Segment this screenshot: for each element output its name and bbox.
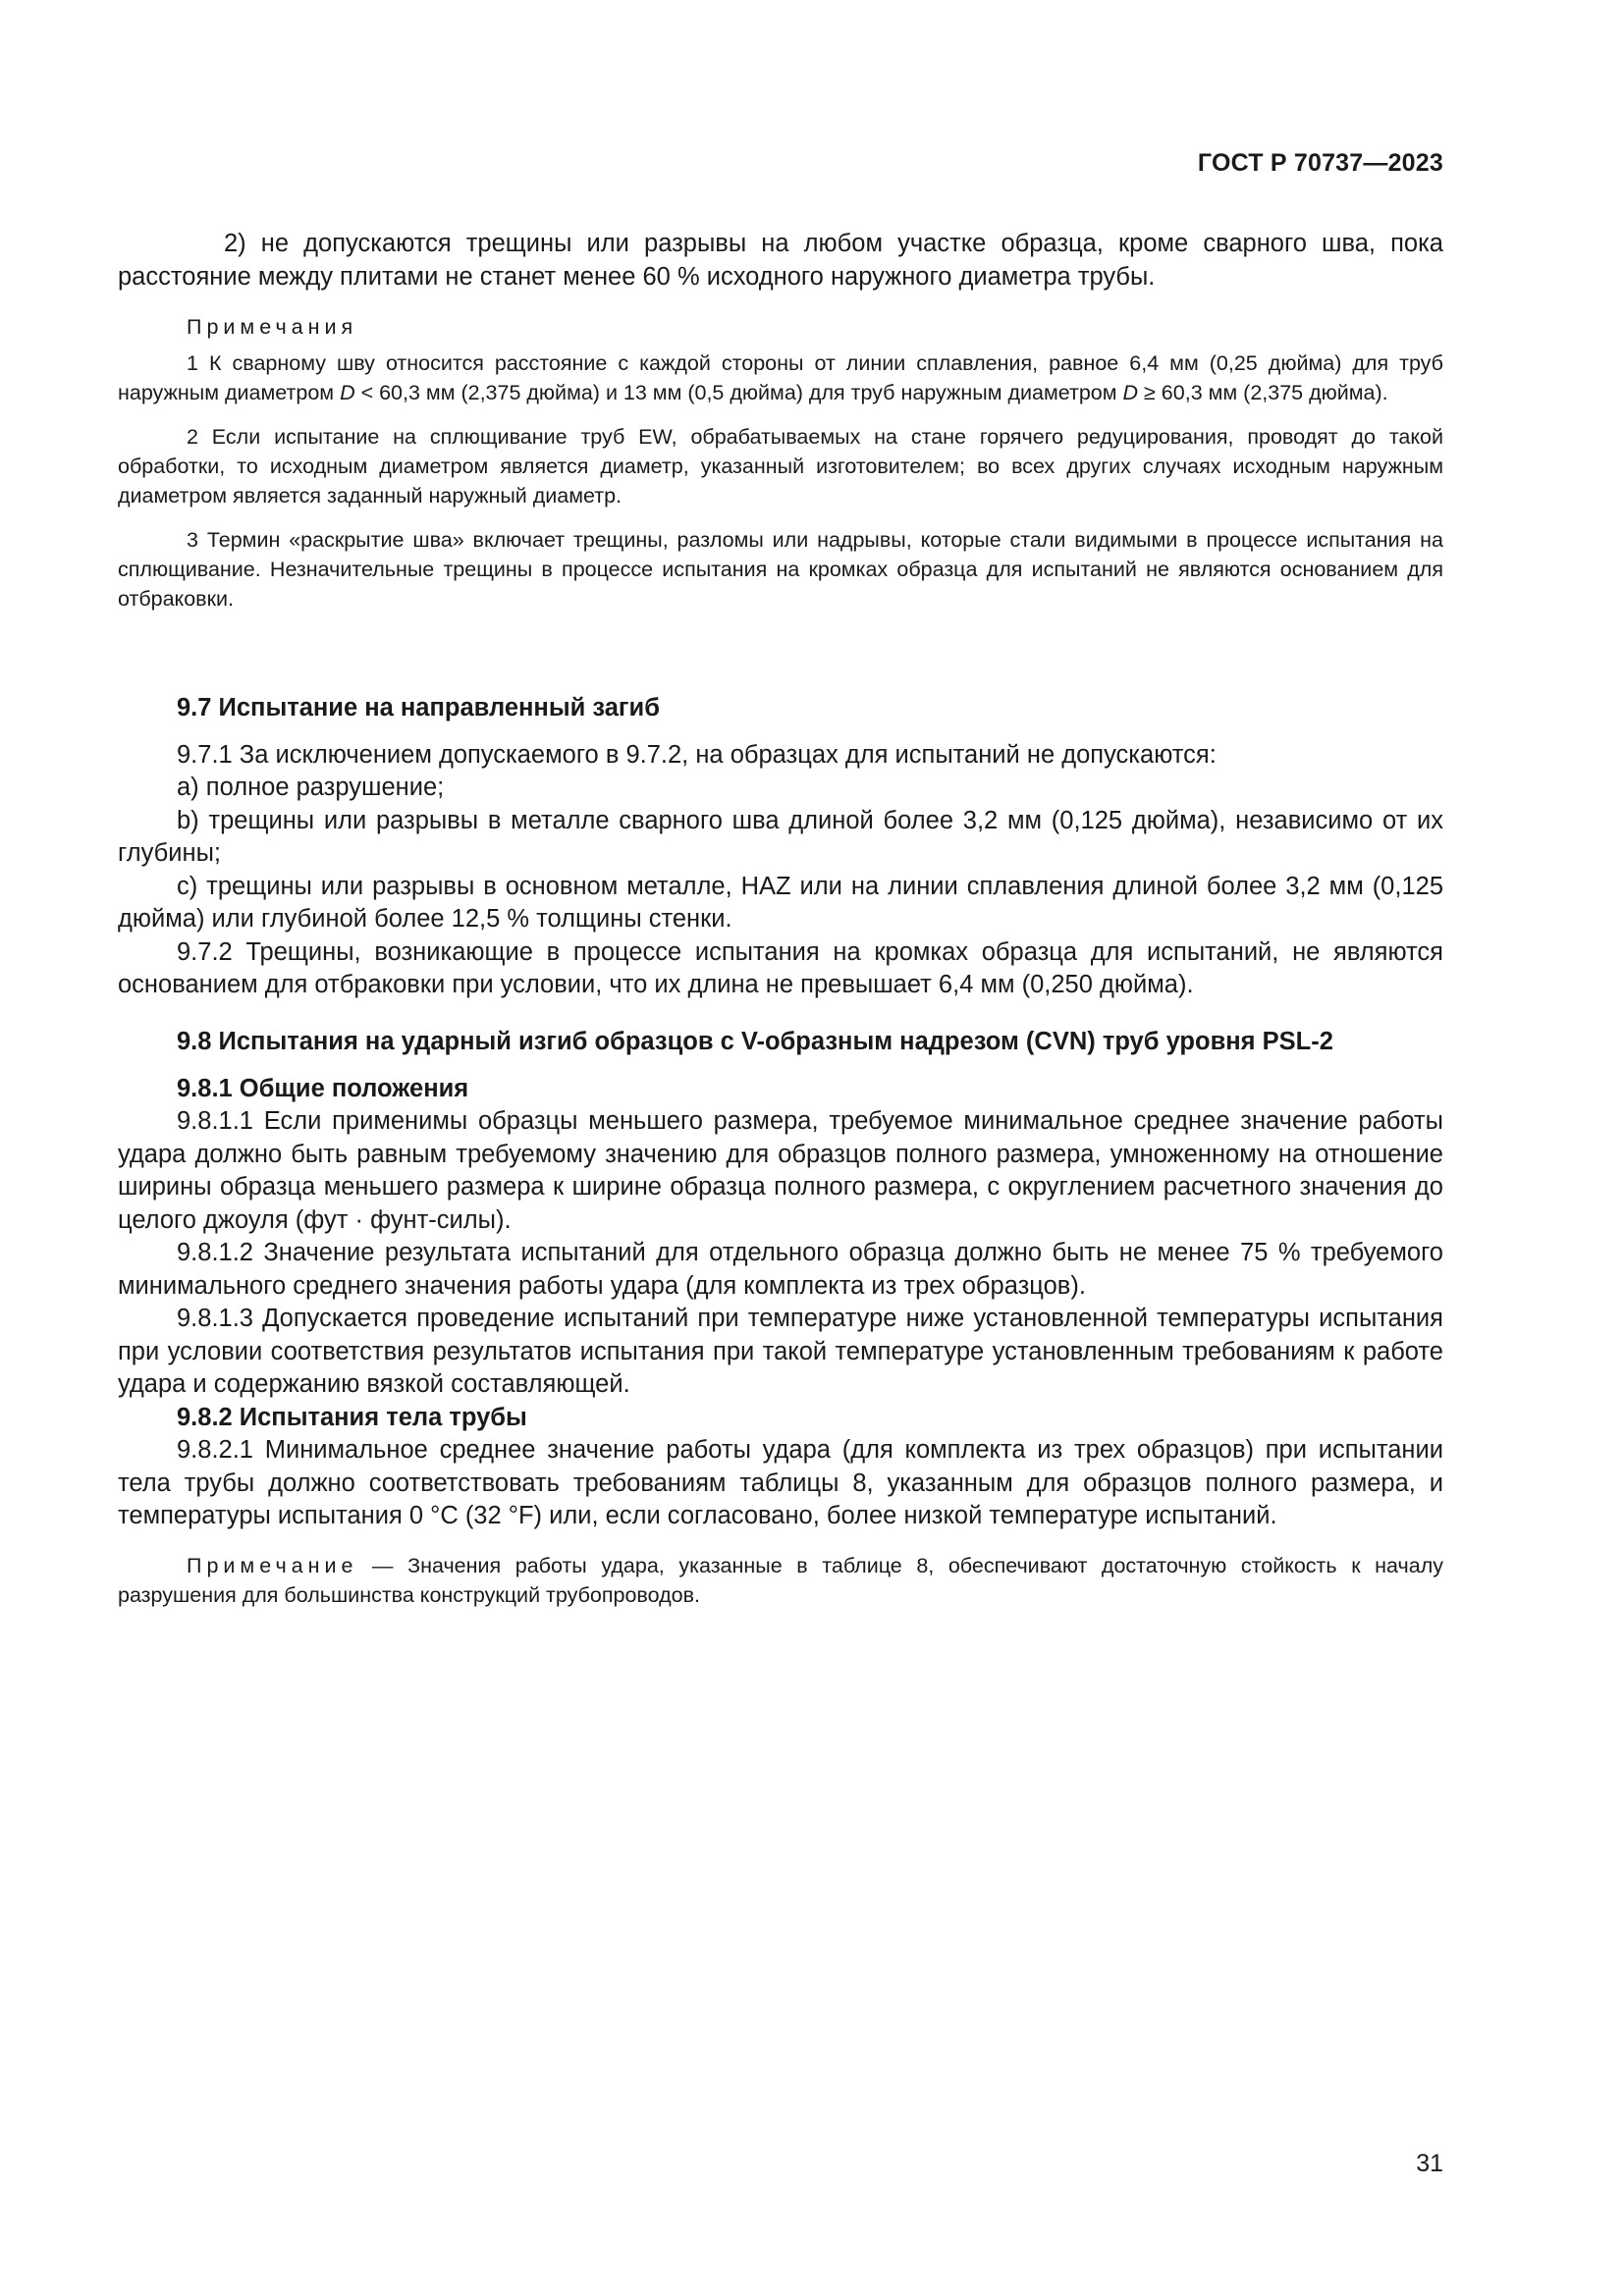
notes-block <box>118 312 1443 614</box>
subsection-9-8-2-heading: 9.8.2 Испытания тела трубы <box>177 1403 527 1431</box>
intro-block <box>118 228 1443 294</box>
final-note: Примечание — Значения работы удара, указанные в таблице 8, обеспечивают достаточную стойкость к началу разрушения для большинства конструкций трубопроводов. <box>118 1553 1443 1607</box>
paragraph-9-8-2-1: 9.8.2.1 Минимальное среднее значение работы удара (для комплекта из трех образцов) при испытании тела трубы должно соответствовать требованиям таблицы 8, указанным для образцов полного размера, и температуры испытания 0 °C (32 °F) или, если согласовано, более низкой температуре испытаний. <box>118 1436 1443 1529</box>
paragraph-9-7-1: 9.7.1 За исключением допускаемого в 9.7.2, на образцах для испытаний не допускаются: <box>177 740 1217 769</box>
section-9-8-heading: 9.8 Испытания на ударный изгиб образцов с V-образным надрезом (CVN) труб уровня PSL-2 <box>177 1028 1333 1055</box>
flattening-item-2: 2) не допускаются трещины или разрывы на любом участке образца, кроме сварного шва, пока расстояние между плитами не станет менее 60 % исходного наружного диаметра трубы. <box>118 230 1443 291</box>
list-item-b: b) трещины или разрывы в металле сварного шва длиной более 3,2 мм (0,125 дюйма), независимо от их глубины; <box>118 806 1443 867</box>
note-3: 3 Термин «раскрытие шва» включает трещины, разломы или надрывы, которые стали видимыми в процессе испытания на сплющивание. Незначительные трещины в процессе испытания на кромках образца для испытаний не являются основанием для отбраковки. <box>118 528 1443 611</box>
note-2: 2 Если испытание на сплющивание труб EW, обрабатываемых на стане горячего редуцирования, проводят до такой обработки, то исходным диаметром является диаметр, указанный изготовителем; во всех других случаях исходным наружным диаметром является заданный наружный диаметр. <box>118 425 1443 507</box>
list-item-c: с) трещины или разрывы в основном металле, HAZ или на линии сплавления длиной более 3,2 мм (0,125 дюйма) или глубиной более 12,5 % толщины стенки. <box>118 872 1443 933</box>
final-note-label: Примечание <box>187 1553 358 1577</box>
section-9-7-heading: 9.7 Испытание на направленный загиб <box>177 694 660 721</box>
notes-heading: Примечания <box>187 315 358 339</box>
section-9-7 <box>118 692 1443 1002</box>
subsection-9-8-1-heading: 9.8.1 Общие положения <box>177 1074 469 1102</box>
section-9-8 <box>118 1026 1443 1610</box>
paragraph-9-8-1-2: 9.8.1.2 Значение результата испытаний для отдельного образца должно быть не менее 75 % требуемого минимального среднего значения работы удара (для комплекта из трех образцов). <box>118 1239 1443 1300</box>
list-item-a: а) полное разрушение; <box>177 774 445 801</box>
paragraph-9-7-2: 9.7.2 Трещины, возникающие в процессе испытания на кромках образца для испытаний, не являются основанием для отбраковки при условии, что их длина не превышает 6,4 мм (0,250 дюйма). <box>118 937 1443 998</box>
page-number: 31 <box>1416 2150 1443 2177</box>
paragraph-9-8-1-3: 9.8.1.3 Допускается проведение испытаний при температуре ниже установленной температуры испытания при условии соответствия результатов испытания при такой температуре установленным требованиям к работе удара и содержанию вязкой составляющей. <box>118 1305 1443 1398</box>
document-code-header: ГОСТ Р 70737—2023 <box>1197 149 1443 177</box>
paragraph-9-8-1-1: 9.8.1.1 Если применимы образцы меньшего размера, требуемое минимальное среднее значение работы удара должно быть равным требуемому значению для образцов полного размера, умноженному на отношение ширины образца меньшего размера к ширине образца полного размера, с округлением расчетного значения до целого джоуля (фут · фунт-силы). <box>118 1107 1443 1234</box>
note-1: 1 К сварному шву относится расстояние с каждой стороны от линии сплавления, равное 6,4 мм (0,25 дюйма) для труб наружным диаметром D < 60,3 мм (2,375 дюйма) и 13 мм (0,5 дюйма) для труб наружным диаметром D ≥ 60,3 мм (2,375 дюйма). <box>118 351 1443 404</box>
